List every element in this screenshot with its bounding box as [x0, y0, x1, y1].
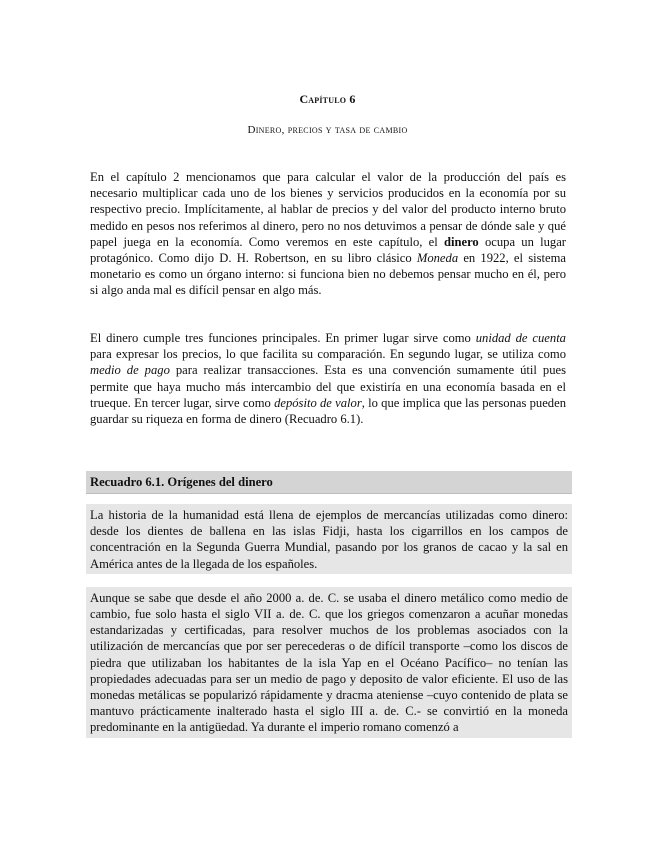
recuadro-paragraph-1: La historia de la humanidad está llena de ejemplos de mercancías utilizadas como dinero: desde los dientes de ballena en las islas Fidji, hasta los cigarrillos en los campos de concentración en la Segunda Guerra Mundial, pasando por los granos de cacao y la sal en América antes de la llegada de los españoles.	[86, 504, 572, 574]
paragraph-2	[90, 330, 566, 427]
paragraph-2-text-c: para realizar transacciones. Esta es una convención sumamente útil pues permite que haya mucho más intercambio del que existiría en una economía basada en el trueque. En tercer lugar, sirve como	[90, 363, 566, 410]
box-spacer	[86, 574, 572, 587]
book-title-moneda: Moneda	[416, 251, 459, 266]
term-dinero: dinero	[443, 234, 479, 249]
paragraph-2-text-b: para expresar los precios, lo que facilita su comparación. En segundo lugar, se utiliza como	[90, 347, 566, 362]
term-unidad-de-cuenta: unidad de cuenta	[475, 331, 566, 345]
term-deposito-de-valor: depósito de valor	[274, 395, 362, 410]
paragraph-1-text-c: en 1922, el sistema monetario es como un órgano interno: si funciona bien no debemos pensar mucho en él, pero si algo anda mal es difícil pensar en algo más.	[90, 251, 566, 298]
paragraph-1-text-a: En el capítulo 2 mencionamos que para calcular el valor de la producción del país es necesario multiplicar cada uno de los bienes y servicios producidos en la economía por su respectivo precio. Implícitamente, al hablar de precios y del valor del producto interno bruto medido en pesos nos referimos al dinero, pero no nos detuvimos a pensar de dónde sale y qué papel juega en la economía. Como veremos en este capítulo, el	[90, 170, 566, 249]
term-medio-de-pago: medio de pago	[90, 363, 170, 378]
paragraph-1	[90, 169, 566, 299]
paragraph-2-text-d: , lo que implica que las personas pueden guardar su riqueza en forma de dinero (Recuadro 6.1).	[90, 395, 566, 427]
box-gap	[86, 494, 572, 504]
paragraph-1-text-b: ocupa un lugar protagónico. Como dijo D. H. Robertson, en su libro clásico	[90, 234, 566, 266]
recuadro-paragraph-2: Aunque se sabe que desde el año 2000 a. de. C. se usaba el dinero metálico como medio de cambio, fue solo hasta el siglo VII a. de. C. que los griegos comenzaron a acuñar monedas estandarizadas y certificadas, para resolver muchos de los problemas asociados con la utilización de mercancías que por ser perecederas o de difícil transporte –como los discos de piedra que utilizaban los habitantes de la isla Yap en el Océano Pacífico– no tenían las propiedades adecuadas para ser un medio de pago y deposito de valor eficiente. El uso de las monedas metálicas se popularizó rápidamente y dracma ateniense –cuyo contenido de plata se mantuvo prácticamente inalterado hasta el siglo III a. de. C.- se convirtió en la moneda predominante en la antigüedad. Ya durante el imperio romano comenzó a	[86, 587, 572, 738]
chapter-title: Dinero, precios y tasa de cambio	[247, 124, 408, 136]
chapter-label: Capítulo 6	[299, 92, 356, 106]
recuadro-title: Recuadro 6.1. Orígenes del dinero	[86, 471, 572, 494]
paragraph-2-text-a: El dinero cumple tres funciones principales. En primer lugar sirve como	[90, 331, 476, 345]
recuadro-box	[86, 471, 572, 751]
